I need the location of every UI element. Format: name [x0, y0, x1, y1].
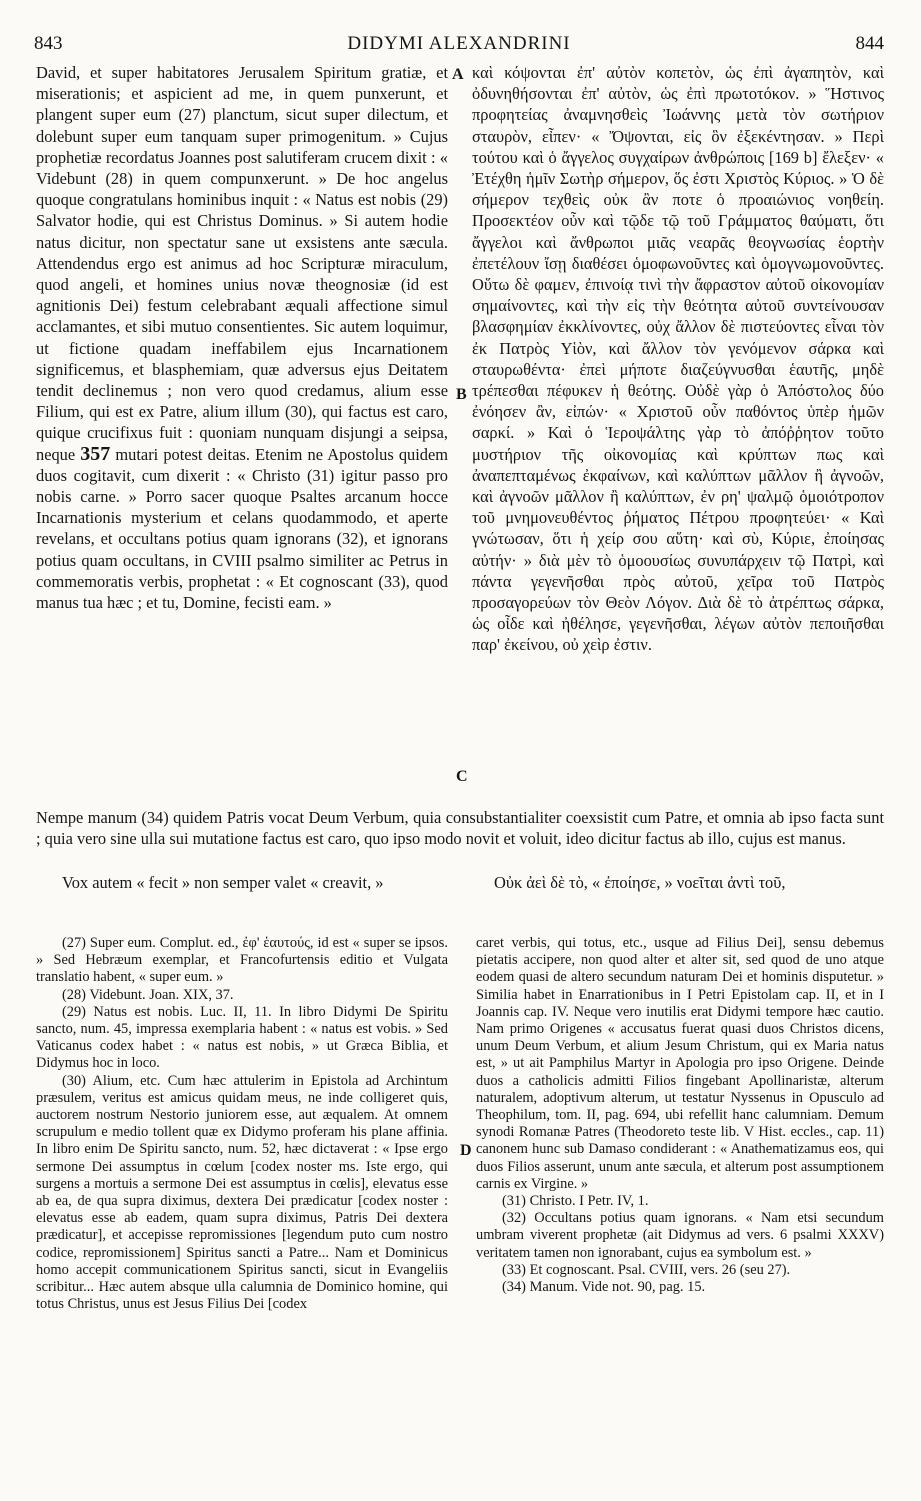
margin-letter-a: A: [452, 66, 464, 83]
latin-text: [36, 62, 448, 613]
margin-letter-b: B: [456, 386, 467, 403]
latin-text-part2: mutari potest deitas. Etenim ne Apostolus quidem duos cogitavit, cum dixerit : « Christo (31) igitur passo pro nobis carne. » Porro sacer quoque Psaltes arcanum hocce Incarnationis mysterium et celans quodammodo, et aperte revelans, et occultans potius quam ignorans (32), et ignorans potius quam occultans, in CVIII psalmo similiter ac Petrus in commemoratis verbis, prophetat : « Et cognoscant (33), quod manus tua hæc ; et tu, Domine, fecisti eam. »: [36, 444, 449, 613]
latin-column: [36, 62, 448, 613]
footnote: (34) Manum. Vide not. 90, pag. 15.: [502, 1279, 706, 1296]
footnote: (31) Christo. I Petr. IV, 1.: [502, 1193, 649, 1210]
full-width-paragraph: Nempe manum (34) quidem Patris vocat Deum Verbum, quia consubstantialiter coexsistit cum Patre, et omnia ab ipso facta sunt ; quia vero sine ulla sui mutatione factus est caro, quo ipso modo novit et voluit, ideo dicitur factus ab illo, cujus est manus.: [36, 808, 884, 849]
greek-column: [472, 62, 884, 656]
margin-letter-c: C: [456, 768, 468, 785]
greek-continuation: Οὐκ ἀεὶ δὲ τὸ, « ἐποίησε, » νοεῖται ἀντὶ τοῦ,: [494, 873, 786, 892]
footnote: (32) Occultans potius quam ignorans. « Nam etsi secundum umbram viverent prophetæ (ait Didymus ad vers. 6 psalmi XXXV) veritatem tamen non ignorabant, cujus ea symbolum est. »: [476, 1210, 884, 1261]
margin-letter-d: D: [460, 1142, 472, 1159]
greek-text: καὶ κόψονται ἐπ' αὐτὸν κοπετὸν, ὡς ἐπὶ ἀγαπητὸν, καὶ ὀδυνηθήσονται ἐπ' αὐτὸν, ὡς ἐπὶ πρωτοτόκον. » Ἥστινος προφητείας ἀναμνησθεὶς Ἰωάννης μετὰ τὸν σωτήριον σταυρὸν, εἶπεν· « Ὄψονται, εἰς ὃν ἐξεκέντησαν. » Περὶ τούτου καὶ ὁ ἄγγελος συγχαίρων ἀνθρώποις [169 b] ἔλεξεν· « Ἐτέχθη ἡμῖν Σωτὴρ σήμερον, ὅς ἐστι Χριστὸς Κύριος. » Ὁ δὲ σήμερον τεχθεὶς οὐκ ἂν ποτε ὁ προαιώνιος νοηθείη. Προσεκτέον οὖν καὶ τῷδε τῷ τοῦ Γράμματος θαύματι, ὅτι ἄγγελοι καὶ ἄνθρωποι μιᾶς νεαρᾶς θεογνωσίας ἑορτὴν ἐπετέλουν ἴσῃ διαθέσει ὁμοφωνοῦντες καὶ ὁμογνωμονοῦντες. Οὕτω δὲ φαμεν, ἐπινοίᾳ τινὶ τὴν ἄφραστον αὐτοῦ οἰκονομίαν σημαίνοντες, καὶ τὴν εἰς τὴν θεότητα αὐτοῦ συντείνουσαν βλασφημίαν ἐκκλίνοντες, οὐχ ἄλλον δὲ πιστεύοντες εἶναι τὸν ἐκ Πατρὸς Υἱὸν, καὶ ἄλλον τὸν γενόμενον σάρκα καὶ σταυρωθέντα· ἐπεὶ μήποτε διαζεύγνυσθαι ἑαυτῆς, μηδὲ τρέπεσθαι πέφυκεν ἡ θεότης. Οὐδὲ γὰρ ὁ Ἀπόστολος δύο ἐνόησεν ἂν, εἰπών· « Χριστοῦ οὖν παθόντος ὑπὲρ ἡμῶν σαρκί. » Καὶ ὁ Ἱεροψάλτης γὰρ τὸ ἀπόῤῥητον τοῦτο μυστήριον τῆς οἰκονομίας καὶ κρύπτων πως καὶ ἀναπεπταμένως ἐκφαίνων, καὶ καλύπτων μᾶλλον ἢ ἀγνοῶν, καὶ ἀγνοῶν μᾶλλον ἢ καλύπτων, ἐν ρη' ψαλμῷ ὁμοιότροπον τοῦ μνημονευθέντος ῥήματος Πέτρου προφητεύει· « Καὶ γνώτωσαν, ὅτι ἡ χείρ σου αὕτη· καὶ σὺ, Κύριε, ἐποίησας αὐτήν· » διὰ μὲν τὸ ὁμοουσίως συνυπάρχειν τῷ Πατρὶ, καὶ πάντα γεγενῆσθαι πρὸς αὐτοῦ, χεῖρα τοῦ Πατρὸς προσαγορεύων τὸν Θεὸν Λόγον. Διὰ δὲ τὸ ἀτρέπτως σάρκα, ὡς οἶδε καὶ ἠθέλησε, γεγενῆσθαι, λέγων αὐτὸν πεποιῆσθαι παρ' ἐκείνου, οὐ χεὶρ ἐστιν.: [472, 63, 884, 655]
latin-continuation: Vox autem « fecit » non semper valet « creavit, »: [62, 873, 384, 892]
running-header: [34, 33, 884, 57]
running-title: DIDYMI ALEXANDRINI: [347, 33, 571, 54]
page-number-right: 844: [855, 33, 884, 54]
latin-text-part1: David, et super habitatores Jerusalem Spiritum gratiæ, et miserationis; et aspicient ad me, in quem punxerunt, et plangent super eum (27) planctum, sicut super dilectum, et dolebunt super eum tanquam super primogenitum. » Cujus prophetiæ recordatus Joannes post salutiferam crucem dixit : « Videbunt (28) in quem compunxerunt. » De hoc angelus quoque congratulans hominibus inquit : « Natus est nobis (29) Salvator hodie, qui est Christus Dominus. » Si autem hodie natus dicitur, non spectatur sane ut exsistens ante sæcula. Attendendus ergo est animus ad hoc Scripturæ miraculum, quod angeli, et homines unius novæ theognosiæ (id est agnitionis Dei) festum celebrabant æquali affectione simul acclamantes, et sibi mutuo consentientes. Sic autem loquimur, ut fictione quadam ineffabilem ejus Incarnationem significemus, et blasphemiam, quæ adversus ejus Deitatem tendit declinemus ; non vero quod credamus, alium esse Filium, qui est ex Patre, alium illum (30), qui factus est caro, quique crucifixus fuit : quoniam nunquam disjungi a seipsa, neque: [36, 63, 448, 464]
footnote-continued: caret verbis, qui totus, etc., usque ad Filius Dei], sensu debemus pietatis accipere, non quod alter et alter sit, sed quod de uno atque eodem quasi de altero secundum naturam Dei et hominis disputetur. » Similia habet in Enarrationibus in I Petri Epistolam cap. II, et in I Joannis cap. IV. Neque vero inutilis erat Didymi tempore hæc cautio. Nam primo Origenes « accusatus fuerat quasi duos Christos dicens, unum Deum Verbum, et alium Jesum Christum, qui ex Maria natus est, » ut ait Pamphilus Martyr in Apologia pro ipso Origene. Deinde duos a catholicis admitti Filios fingebant Apollinaristæ, alterum naturalem, adoptivum alterum, ut testatur Nyssenus in Opusculo ad Theophilum, tom. II, pag. 694, ubi refellit hanc calumniam. Demum synodi Romanæ Patres (Theodoreto teste lib. V Hist. eccles., cap. 11) canonem hunc sub Damaso condiderant : « Anathematizamus eos, qui duos Filios asserunt, unum ante sæcula, et alterum post assumptionem carnis ex Virgine. »: [476, 935, 884, 1192]
footnote: (29) Natus est nobis. Luc. II, 11. In libro Didymi De Spiritu sancto, num. 45, impressa exemplaria habent : « natus est vobis. » Sed Vaticanus codex habet : « natus est nobis, » ut Græca Biblia, et Didymus hoc in loco.: [36, 1003, 448, 1072]
footnotes-right: [476, 935, 884, 1296]
footnote: (30) Alium, etc. Cum hæc attulerim in Epistola ad Archintum præsulem, veritus est amicus quidam meus, ne inde colligeret quis, auctorem nostrum Nestorio juniorem esse, aut æqualem. At omnem scrupulum e medio tollent quæ ex Didymo proferam his plane affinia. In libro enim De Spiritu sancto, num. 52, hæc dictaverat : « Ipse ergo sermone Dei assumptus in cœlum [codex noster ms. Iste ergo, qui surgens a mortuis a sermone Dei est assumptus in cœlis], elevatus esse ab ea, de qua supra diximus, dextera Dei prædicatur [codex noster : elevatus esse ab eadem, quam supra diximus, Patris Dei dextera prædicatur], et accepisse repromissiones [legendum puto cum nostro codice, repromissionem] Spiritus sancti a Patre... Nam et Dominicus homo accepit communicationem Spiritus sancti, sicut in Evangeliis scribitur... Hæc autem absque ulla calumnia de Dominico homine, qui totus Christus, unus est Jesus Filius Dei [codex: [36, 1072, 448, 1313]
footnote: (28) Videbunt. Joan. XIX, 37.: [62, 986, 234, 1003]
footnote: (33) Et cognoscant. Psal. CVIII, vers. 26 (seu 27).: [502, 1261, 791, 1278]
page-marker: 357: [80, 442, 111, 465]
page-number-left: 843: [34, 33, 63, 54]
footnotes-left: [36, 935, 448, 1313]
footnote: (27) Super eum. Complut. ed., ἐφ' ἑαυτούς, id est « super se ipsos. » Sed Hebræum exemplar, et Francofurtensis editio et Vulgata translatio habent, « super eum. »: [36, 935, 448, 986]
